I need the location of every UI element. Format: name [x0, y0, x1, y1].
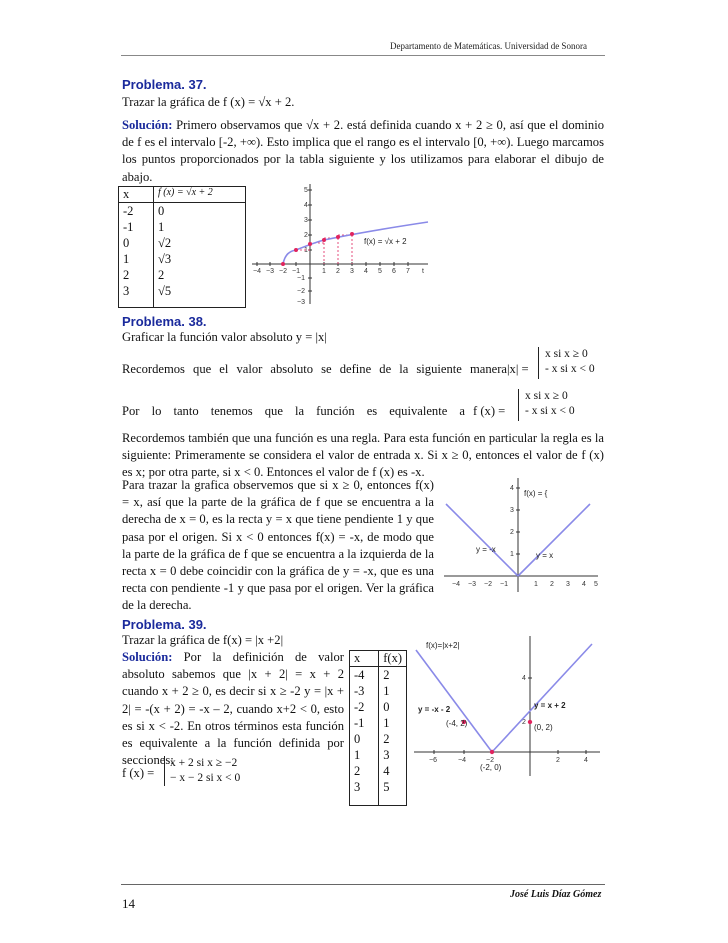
equiv-lhs: f (x) =	[473, 404, 506, 418]
svg-text:−6: −6	[429, 757, 437, 764]
table-cell: 4	[383, 764, 390, 778]
svg-text:2: 2	[522, 719, 526, 726]
case-1: x + 2 si x ≥ −2	[170, 757, 238, 769]
svg-text:−1: −1	[500, 581, 508, 588]
graph-formula: f(x) = {	[524, 489, 548, 498]
point-c-label: (-2, 0)	[480, 763, 502, 772]
solution-label: Solución:	[122, 650, 173, 664]
svg-text:1: 1	[322, 268, 326, 275]
table-cell: -2	[123, 204, 134, 218]
case-2: - x si x < 0	[525, 405, 575, 417]
case-2: - x si x < 0	[545, 363, 595, 375]
table-cell: 2	[158, 268, 165, 282]
p38-paragraph-1: Recordemos también que una función es una regla. Para esta función en particular la regla es la siguiente: Primeramente se considera el valor de entrada x. Si x ≥ 0, entonces el valor de f (x) es x; por otra parte, si x < 0. Entonces el valor de f (x) es -x.	[122, 431, 604, 480]
svg-text:5: 5	[378, 268, 382, 275]
svg-text:7: 7	[406, 268, 410, 275]
svg-text:4: 4	[522, 675, 526, 682]
table-cell: √2	[158, 236, 172, 250]
svg-text:2: 2	[550, 581, 554, 588]
svg-text:1: 1	[510, 551, 514, 558]
table-cell: 1	[383, 684, 390, 698]
solution-label: Solución:	[122, 118, 173, 132]
right-line-label: y = x	[536, 551, 554, 560]
svg-text:4: 4	[582, 581, 586, 588]
page-number: 14	[122, 896, 135, 911]
table-cell: -4	[354, 668, 365, 682]
table-cell: -1	[354, 716, 365, 730]
table-col-x	[350, 667, 379, 806]
graph-label: f(x) = √x + 2	[364, 237, 407, 246]
piecewise-lhs: f (x) =	[122, 766, 155, 780]
svg-text:1: 1	[304, 247, 308, 254]
abs-graph	[440, 474, 600, 596]
svg-text:−2: −2	[279, 268, 287, 275]
svg-text:1: 1	[534, 581, 538, 588]
svg-text:−3: −3	[468, 581, 476, 588]
svg-text:3: 3	[510, 507, 514, 514]
left-line-label: y = -x	[476, 545, 496, 554]
right-line-label: y = x + 2	[534, 701, 566, 710]
svg-text:−4: −4	[452, 581, 460, 588]
solution-text: Por la definición de valor absoluto sabemos que |x + 2| = x + 2 cuando x + 2 ≥ 0, es decir si x ≥ -2 y = |x + 2| = -(x + 2) = -x – 2, cuando x+2 < 0, esto es si x < -2. En otros términos esta función es equivalente a la función definida por secciones:	[122, 650, 345, 768]
problem-39-statement: Trazar la gráfica de f(x) = |x +2|	[122, 633, 284, 647]
svg-text:4: 4	[364, 268, 368, 275]
table-header-x: x	[119, 187, 154, 203]
sqrt-graph	[248, 180, 432, 306]
problem-39-solution	[122, 649, 344, 769]
table-cell: √3	[158, 252, 172, 266]
table-cell: 0	[158, 204, 165, 218]
piecewise-cases	[164, 756, 240, 786]
solution-text: Primero observamos que √x + 2. está definida cuando x + 2 ≥ 0, así que el dominio de f es el intervalo [-2, +∞). Esto implica que el rango es el intervalo [0, +∞). Luego marcamos los puntos proporcionados por la tabla siguiente y los utilizamos para elaborar el dibujo de abajo.	[122, 118, 605, 184]
svg-text:2: 2	[510, 529, 514, 536]
abs-def-lhs: |x| =	[507, 362, 529, 376]
svg-text:4: 4	[510, 485, 514, 492]
point-a-label: (-4, 2)	[446, 719, 468, 728]
abs-def-cases	[538, 347, 595, 379]
author-name: José Luis Díaz Gómez	[510, 889, 602, 900]
table-col-fx	[154, 203, 246, 308]
svg-text:3: 3	[304, 217, 308, 224]
equiv-cases	[518, 389, 575, 421]
table-cell: 0	[123, 236, 130, 250]
problem-38-title: Problema. 38.	[122, 314, 207, 329]
svg-text:5: 5	[594, 581, 598, 588]
problem-37-statement: Trazar la gráfica de f (x) = √x + 2.	[122, 95, 295, 109]
svg-text:2: 2	[336, 268, 340, 275]
table-header-x: x	[350, 651, 379, 667]
problem-37-solution	[122, 117, 604, 186]
svg-text:−2: −2	[484, 581, 492, 588]
table-header-fx: f(x)	[379, 651, 407, 667]
problem-39-table	[349, 650, 407, 806]
svg-text:−1: −1	[297, 275, 305, 282]
table-cell: 0	[383, 700, 390, 714]
svg-text:4: 4	[304, 202, 308, 209]
p38-paragraph-2: Para trazar la grafica observemos que si x ≥ 0, entonces f(x) = x, así que la parte de la gráfica de f que se encuentra a la derecha de x = 0, es la recta y = x que tiene pendiente 1 y que pasa por el origen. Si x < 0 entonces f(x) = -x, de modo que la parte de la gráfica de f que se encuentra a la izquierda de la recta x = 0 debe coincidir con la gráfica de y = -x, que es una recta con pendiente -1 y que pasa por el origen. Ver la gráfica de la derecha.	[122, 478, 434, 613]
table-cell: 2	[383, 732, 390, 746]
table-cell: 3	[383, 748, 390, 762]
table-cell: -1	[123, 220, 134, 234]
table-cell: -3	[354, 684, 365, 698]
table-cell: -2	[354, 700, 365, 714]
svg-text:4: 4	[584, 757, 588, 764]
table-cell: 1	[123, 252, 130, 266]
table-cell: 3	[123, 284, 130, 298]
footer-rule	[121, 884, 605, 885]
header-rule	[121, 55, 605, 56]
abs-shift-graph	[412, 630, 602, 780]
svg-text:t: t	[422, 268, 424, 275]
table-col-fx	[379, 667, 407, 806]
svg-text:2: 2	[556, 757, 560, 764]
problem-38-statement: Graficar la función valor absoluto y = |x|	[122, 330, 327, 344]
case-1: x si x ≥ 0	[525, 390, 568, 402]
svg-text:−3: −3	[266, 268, 274, 275]
case-2: − x − 2 si x < 0	[170, 772, 241, 784]
page-header: Departamento de Matemáticas. Universidad de Sonora	[390, 41, 587, 51]
problem-39-title: Problema. 39.	[122, 617, 207, 632]
svg-text:−4: −4	[253, 268, 261, 275]
equiv-text: Por lo tanto tenemos que la función es equivalente a	[122, 404, 465, 418]
table-header-fx: f (x) = √x + 2	[154, 187, 246, 203]
svg-text:2: 2	[304, 232, 308, 239]
problem-37-title: Problema. 37.	[122, 77, 207, 92]
table-cell: 5	[383, 780, 390, 794]
table-cell: 2	[123, 268, 130, 282]
left-line-label: y = -x - 2	[418, 705, 451, 714]
svg-text:−1: −1	[292, 268, 300, 275]
case-1: x si x ≥ 0	[545, 348, 588, 360]
point-b-label: (0, 2)	[534, 723, 553, 732]
table-cell: 3	[354, 780, 361, 794]
abs-def-text: Recordemos que el valor absoluto se define de la siguiente manera	[122, 362, 507, 376]
table-cell: √5	[158, 284, 172, 298]
svg-text:−3: −3	[297, 299, 305, 306]
table-cell: 1	[354, 748, 361, 762]
graph-title: f(x)=|x+2|	[426, 641, 460, 650]
table-cell: 2	[383, 668, 390, 682]
svg-text:−2: −2	[486, 757, 494, 764]
table-col-x	[119, 203, 154, 308]
svg-text:−2: −2	[297, 288, 305, 295]
table-cell: 1	[158, 220, 165, 234]
problem-37-table	[118, 186, 246, 308]
table-cell: 1	[383, 716, 390, 730]
svg-text:6: 6	[392, 268, 396, 275]
svg-text:3: 3	[566, 581, 570, 588]
svg-text:−4: −4	[458, 757, 466, 764]
svg-text:5: 5	[304, 187, 308, 194]
table-cell: 2	[354, 764, 361, 778]
table-cell: 0	[354, 732, 361, 746]
svg-text:3: 3	[350, 268, 354, 275]
